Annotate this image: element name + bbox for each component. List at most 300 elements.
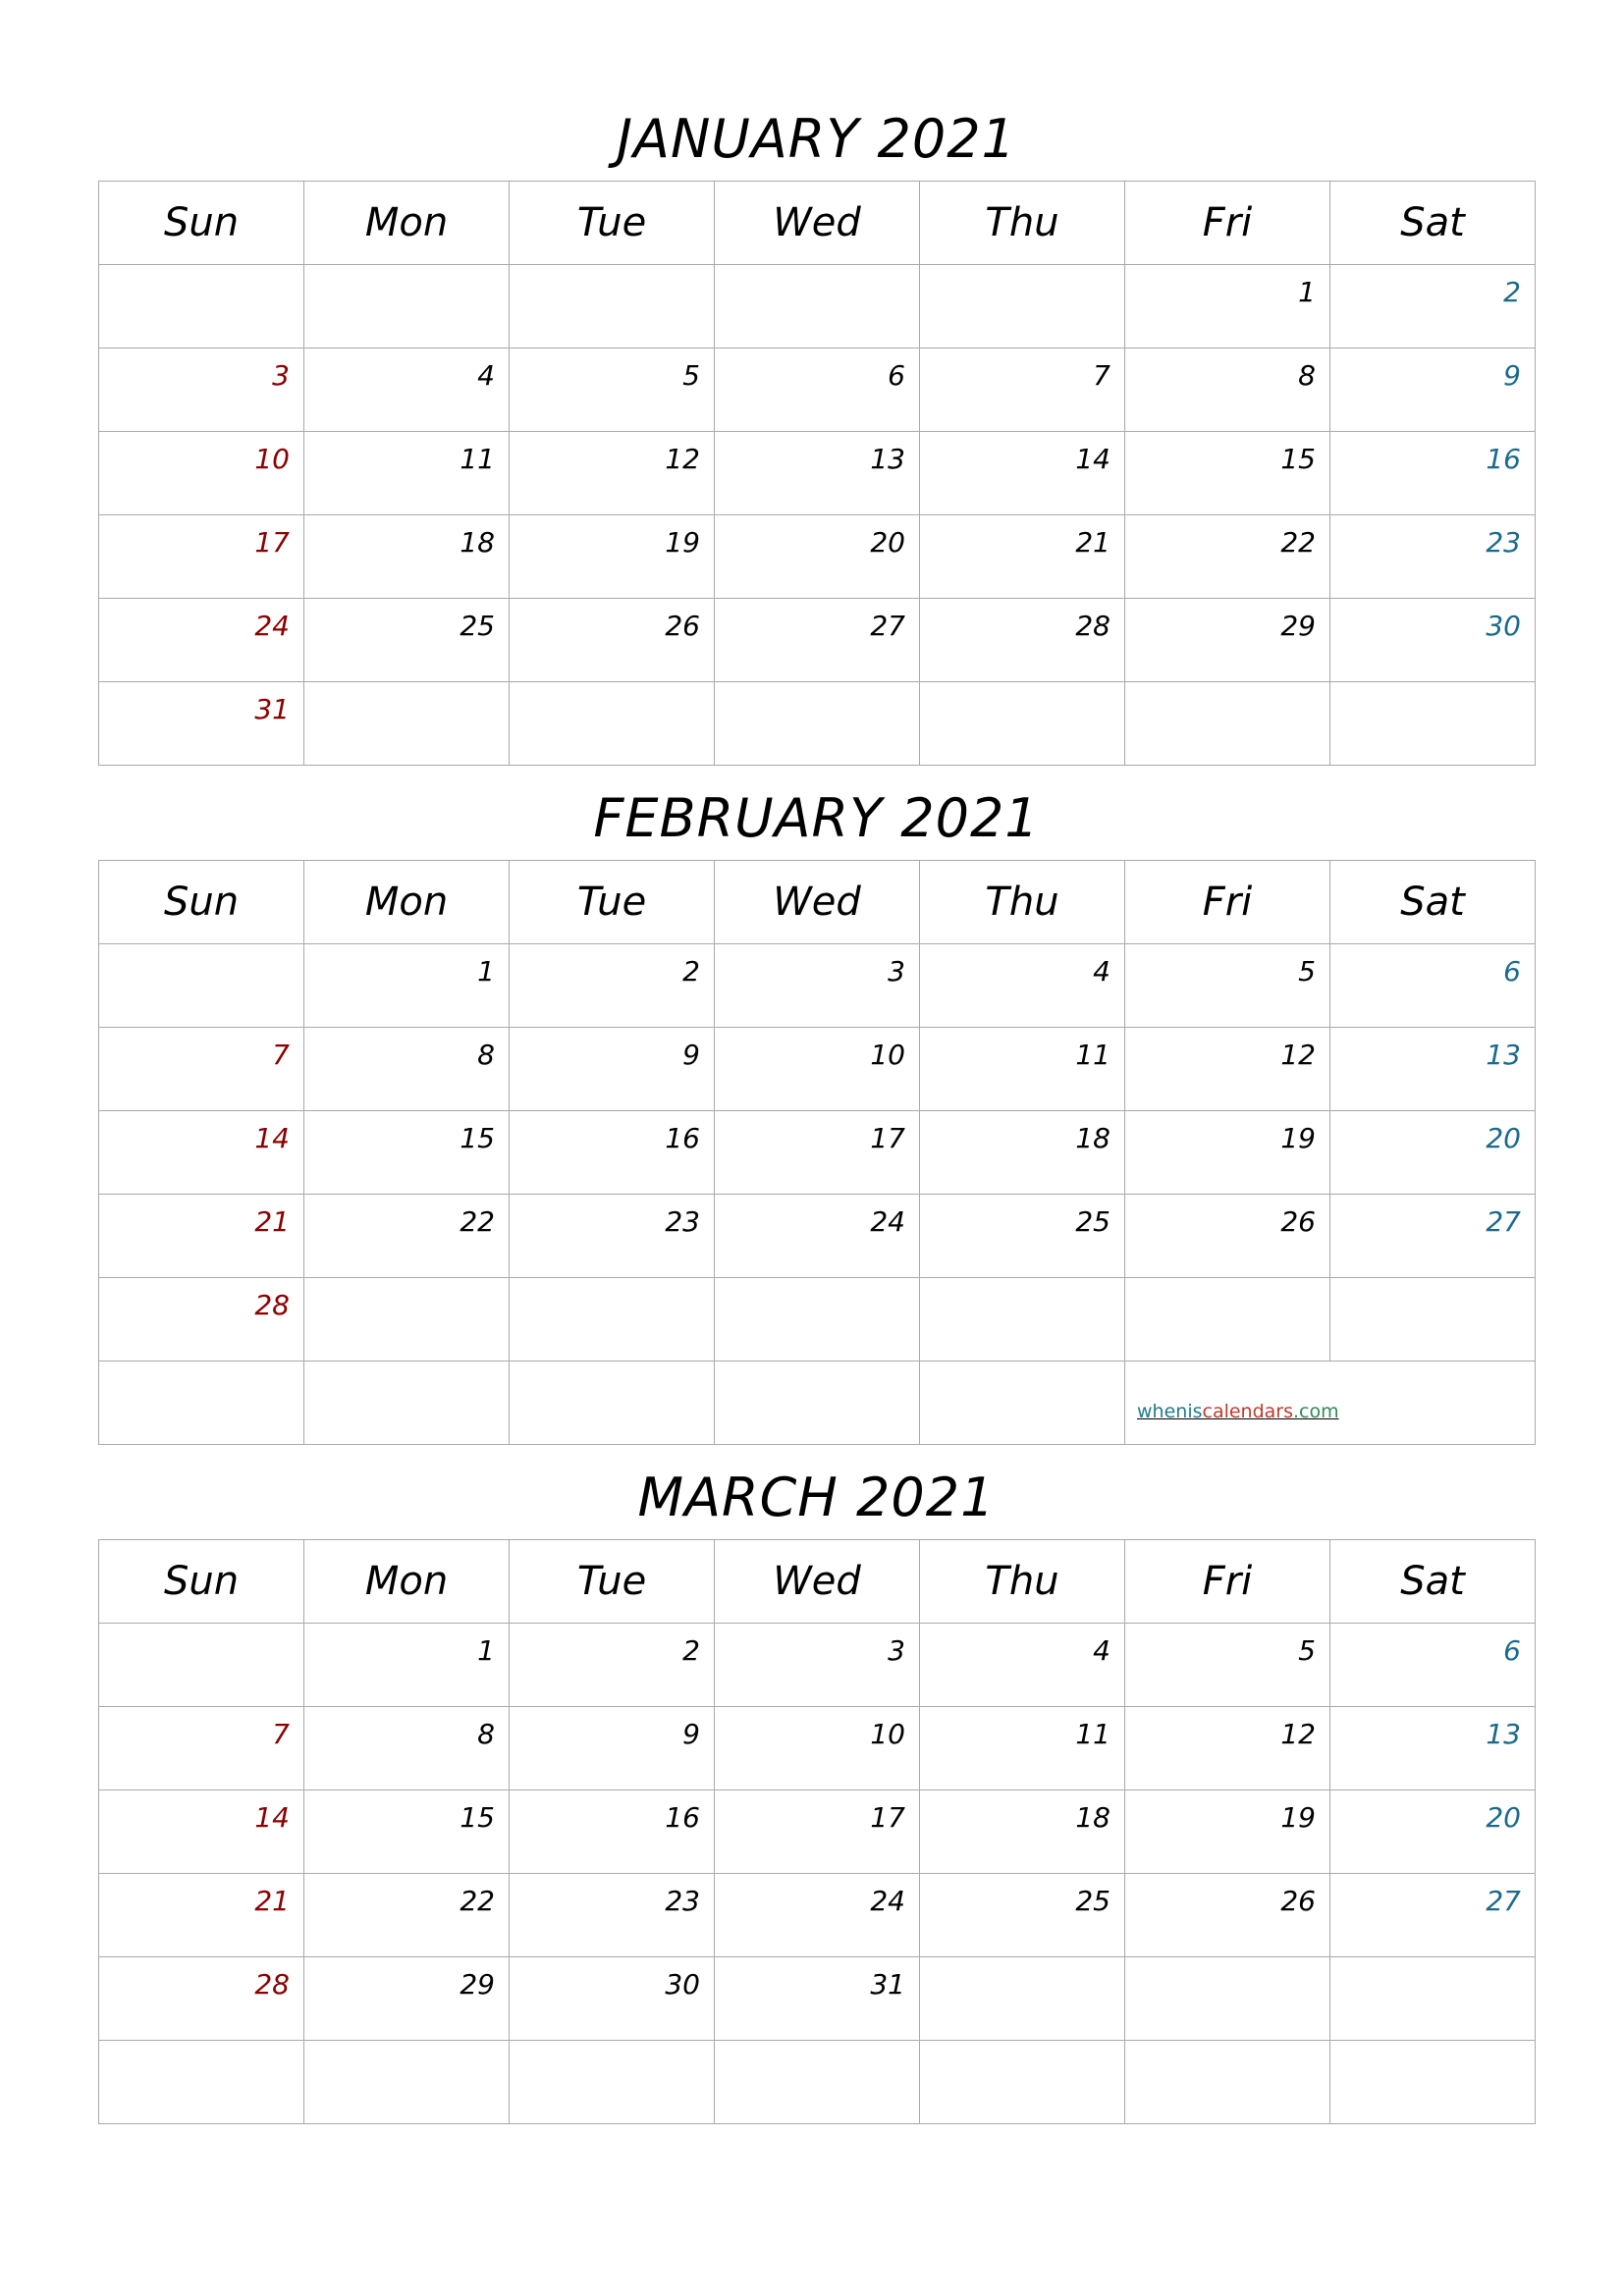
day-cell (304, 348, 510, 432)
day-number: 21 (254, 1885, 290, 1917)
day-cell (920, 1874, 1125, 1957)
day-number: 4 (477, 359, 495, 392)
day-number: 16 (665, 1801, 700, 1834)
day-number: 3 (888, 1634, 905, 1667)
day-number (920, 265, 1124, 279)
day-cell (1125, 2041, 1330, 2124)
day-cell (99, 944, 304, 1028)
day-cell (1125, 432, 1330, 515)
day-number (99, 265, 303, 279)
day-number: 8 (477, 1718, 495, 1750)
weekday-header: Wed (715, 1540, 920, 1624)
day-cell (920, 599, 1125, 682)
day-cell (1125, 1028, 1330, 1111)
day-cell (1330, 1624, 1536, 1707)
day-number: 5 (1298, 955, 1316, 988)
day-number: 14 (1075, 443, 1110, 475)
day-number: 1 (477, 1634, 495, 1667)
day-cell (1330, 1790, 1536, 1874)
day-number: 29 (460, 1968, 495, 2001)
day-number (1330, 1278, 1535, 1292)
day-number: 10 (870, 1039, 905, 1071)
day-number: 8 (1298, 359, 1316, 392)
day-cell (304, 1111, 510, 1195)
week-row (99, 599, 1536, 682)
day-cell (1330, 1707, 1536, 1790)
day-cell (715, 682, 920, 766)
day-cell (920, 682, 1125, 766)
day-cell (920, 1790, 1125, 1874)
day-cell (99, 682, 304, 766)
day-cell (715, 348, 920, 432)
day-number: 16 (1486, 443, 1521, 475)
day-cell (1330, 599, 1536, 682)
day-number: 2 (1503, 276, 1521, 308)
day-number: 12 (1280, 1718, 1316, 1750)
day-number: 1 (1298, 276, 1316, 308)
day-number: 17 (870, 1801, 905, 1834)
day-number: 22 (1280, 526, 1316, 559)
week-row (99, 432, 1536, 515)
day-number: 27 (1486, 1885, 1521, 1917)
day-number: 30 (665, 1968, 700, 2001)
day-cell (304, 1707, 510, 1790)
day-number: 6 (1503, 1634, 1521, 1667)
week-row (99, 1957, 1536, 2041)
day-number: 17 (254, 526, 290, 559)
day-cell (920, 432, 1125, 515)
day-number (304, 1278, 509, 1292)
day-cell (99, 265, 304, 348)
day-number: 6 (1503, 955, 1521, 988)
day-cell (99, 432, 304, 515)
day-number: 5 (682, 359, 700, 392)
day-cell (1330, 432, 1536, 515)
day-cell (510, 348, 715, 432)
week-row (99, 265, 1536, 348)
day-number (920, 682, 1124, 696)
day-number: 4 (1093, 955, 1110, 988)
day-cell (510, 515, 715, 599)
day-number: 16 (665, 1122, 700, 1154)
day-cell (715, 599, 920, 682)
week-row (99, 1790, 1536, 1874)
day-cell (304, 1957, 510, 2041)
week-row (99, 2041, 1536, 2124)
day-cell (304, 1874, 510, 1957)
day-number: 22 (460, 1885, 495, 1917)
weekday-header: Mon (304, 182, 510, 265)
day-cell (304, 1624, 510, 1707)
day-number: 3 (272, 359, 290, 392)
day-cell (1330, 1278, 1536, 1362)
day-number (510, 682, 714, 696)
day-cell (99, 1707, 304, 1790)
day-number: 27 (870, 610, 905, 642)
day-cell (99, 1790, 304, 1874)
day-cell (920, 1707, 1125, 1790)
day-cell (99, 1028, 304, 1111)
day-cell (304, 265, 510, 348)
day-number: 10 (254, 443, 290, 475)
day-cell (510, 1278, 715, 1362)
day-cell (920, 515, 1125, 599)
day-cell (1125, 348, 1330, 432)
day-number: 15 (1280, 443, 1316, 475)
day-number: 11 (1075, 1039, 1110, 1071)
day-number: 28 (254, 1968, 290, 2001)
day-number: 24 (254, 610, 290, 642)
day-cell (304, 682, 510, 766)
watermark-link[interactable] (1137, 1401, 1339, 1422)
day-cell (510, 2041, 715, 2124)
day-cell (715, 265, 920, 348)
week-row (99, 1028, 1536, 1111)
day-cell (510, 1195, 715, 1278)
day-number: 28 (254, 1289, 290, 1321)
day-number: 23 (665, 1205, 700, 1238)
day-cell (715, 1874, 920, 1957)
day-number: 29 (1280, 610, 1316, 642)
day-cell (920, 1278, 1125, 1362)
day-cell (715, 944, 920, 1028)
day-cell (304, 1028, 510, 1111)
day-number (1125, 1278, 1329, 1292)
weekday-header: Thu (920, 861, 1125, 944)
day-cell (304, 599, 510, 682)
week-row (99, 944, 1536, 1028)
day-cell (920, 1624, 1125, 1707)
day-number: 20 (1486, 1122, 1521, 1154)
day-cell (920, 265, 1125, 348)
day-cell (99, 1111, 304, 1195)
day-cell (304, 1278, 510, 1362)
day-number: 19 (1280, 1801, 1316, 1834)
day-number: 20 (870, 526, 905, 559)
day-cell (510, 944, 715, 1028)
day-number: 13 (870, 443, 905, 475)
day-cell (1330, 1874, 1536, 1957)
day-cell (1330, 265, 1536, 348)
day-number: 26 (665, 610, 700, 642)
day-cell (715, 1362, 920, 1445)
day-number (1125, 682, 1329, 696)
day-number (510, 2041, 714, 2055)
weekday-header: Sat (1330, 861, 1536, 944)
month-march (98, 1455, 1535, 2142)
day-number: 31 (870, 1968, 905, 2001)
day-cell (1125, 1874, 1330, 1957)
weekday-header: Fri (1125, 861, 1330, 944)
day-number: 31 (254, 693, 290, 725)
week-row (99, 1278, 1536, 1362)
day-cell (1125, 1790, 1330, 1874)
weekday-header: Wed (715, 861, 920, 944)
day-cell (510, 1362, 715, 1445)
watermark-part: whenis (1137, 1401, 1203, 1422)
day-number: 22 (460, 1205, 495, 1238)
day-cell (1330, 348, 1536, 432)
day-cell (510, 1624, 715, 1707)
weekday-header: Mon (304, 861, 510, 944)
day-cell (510, 1028, 715, 1111)
weekday-header: Sun (99, 861, 304, 944)
day-number: 14 (254, 1801, 290, 1834)
day-number: 11 (460, 443, 495, 475)
day-number: 21 (1075, 526, 1110, 559)
week-row (99, 515, 1536, 599)
day-cell (1330, 2041, 1536, 2124)
day-cell (1125, 944, 1330, 1028)
day-number: 4 (1093, 1634, 1110, 1667)
day-cell (920, 1111, 1125, 1195)
day-cell (920, 1195, 1125, 1278)
day-number: 25 (1075, 1885, 1110, 1917)
month-february (98, 775, 1535, 1463)
day-number: 25 (460, 610, 495, 642)
day-cell (99, 1957, 304, 2041)
weekday-header: Wed (715, 182, 920, 265)
day-cell (1125, 1624, 1330, 1707)
day-number (99, 2041, 303, 2055)
week-row (99, 1707, 1536, 1790)
day-cell (510, 1111, 715, 1195)
day-number (304, 1362, 509, 1375)
day-cell (1330, 515, 1536, 599)
weekday-header-row (99, 182, 1536, 265)
day-number: 18 (1075, 1122, 1110, 1154)
day-cell (304, 944, 510, 1028)
weekday-header: Thu (920, 1540, 1125, 1624)
day-cell (510, 1790, 715, 1874)
watermark-part: .com (1293, 1401, 1339, 1422)
day-cell (304, 432, 510, 515)
day-number (99, 944, 303, 958)
day-cell (510, 265, 715, 348)
month-title: MARCH 2021 (637, 1467, 996, 1528)
day-number: 7 (272, 1039, 290, 1071)
day-number (715, 2041, 919, 2055)
day-cell (1125, 515, 1330, 599)
weekday-header-row (99, 861, 1536, 944)
day-number: 15 (460, 1801, 495, 1834)
weekday-header-row (99, 1540, 1536, 1624)
day-cell (715, 1195, 920, 1278)
day-cell (715, 1111, 920, 1195)
month-grid (98, 860, 1536, 1445)
day-number: 7 (1093, 359, 1110, 392)
day-cell (715, 1028, 920, 1111)
day-number (304, 2041, 509, 2055)
week-row (99, 348, 1536, 432)
day-cell (1125, 1957, 1330, 2041)
day-cell (1330, 1111, 1536, 1195)
day-number (920, 1278, 1124, 1292)
day-number (1125, 1957, 1329, 1971)
weekday-header: Fri (1125, 1540, 1330, 1624)
month-title: JANUARY 2021 (617, 108, 1016, 170)
day-number: 18 (1075, 1801, 1110, 1834)
day-cell (1330, 682, 1536, 766)
day-number: 10 (870, 1718, 905, 1750)
month-january (98, 96, 1535, 783)
weekday-header: Sun (99, 1540, 304, 1624)
day-cell (99, 348, 304, 432)
day-cell (715, 1624, 920, 1707)
day-cell (715, 1957, 920, 2041)
day-cell (1125, 1707, 1330, 1790)
day-number: 3 (888, 955, 905, 988)
day-number: 13 (1486, 1039, 1521, 1071)
day-number (99, 1624, 303, 1637)
day-number: 21 (254, 1205, 290, 1238)
day-cell (1125, 1195, 1330, 1278)
day-cell (304, 1362, 510, 1445)
day-cell (510, 1957, 715, 2041)
day-number (304, 265, 509, 279)
day-number: 19 (1280, 1122, 1316, 1154)
day-number (715, 682, 919, 696)
day-number: 9 (682, 1039, 700, 1071)
day-number (99, 1362, 303, 1375)
day-cell (715, 1790, 920, 1874)
weekday-header: Sun (99, 182, 304, 265)
day-number (920, 2041, 1124, 2055)
day-number: 27 (1486, 1205, 1521, 1238)
day-cell (715, 1278, 920, 1362)
day-cell (99, 1195, 304, 1278)
weekday-header: Mon (304, 1540, 510, 1624)
day-number: 25 (1075, 1205, 1110, 1238)
day-number: 13 (1486, 1718, 1521, 1750)
day-cell (99, 1624, 304, 1707)
day-number: 15 (460, 1122, 495, 1154)
day-cell (715, 2041, 920, 2124)
day-number: 11 (1075, 1718, 1110, 1750)
day-number (715, 1362, 919, 1375)
weekday-header: Thu (920, 182, 1125, 265)
day-number: 7 (272, 1718, 290, 1750)
weekday-header: Sat (1330, 1540, 1536, 1624)
day-cell (99, 1874, 304, 1957)
day-number: 12 (1280, 1039, 1316, 1071)
day-number: 20 (1486, 1801, 1521, 1834)
day-number (920, 1957, 1124, 1971)
day-number: 18 (460, 526, 495, 559)
day-cell (920, 2041, 1125, 2124)
day-cell (1330, 944, 1536, 1028)
week-row (99, 682, 1536, 766)
day-number: 24 (870, 1885, 905, 1917)
day-number: 23 (665, 1885, 700, 1917)
day-number: 2 (682, 955, 700, 988)
day-cell (1125, 599, 1330, 682)
week-row (99, 1362, 1536, 1445)
day-cell (1330, 1028, 1536, 1111)
day-cell (1125, 682, 1330, 766)
day-cell (304, 1790, 510, 1874)
weekday-header: Fri (1125, 182, 1330, 265)
day-number: 26 (1280, 1205, 1316, 1238)
day-cell (99, 1278, 304, 1362)
day-cell (920, 348, 1125, 432)
watermark-part: calendars (1202, 1401, 1294, 1422)
week-row (99, 1195, 1536, 1278)
day-cell (510, 432, 715, 515)
day-cell (99, 515, 304, 599)
month-grid (98, 181, 1536, 766)
day-number: 5 (1298, 1634, 1316, 1667)
day-cell (1125, 265, 1330, 348)
day-number: 2 (682, 1634, 700, 1667)
day-number: 1 (477, 955, 495, 988)
day-number (510, 1278, 714, 1292)
day-cell (920, 1362, 1125, 1445)
day-number (1330, 2041, 1535, 2055)
day-cell (99, 2041, 304, 2124)
day-cell (1125, 1362, 1536, 1445)
day-cell (1125, 1111, 1330, 1195)
day-cell (304, 515, 510, 599)
week-row (99, 1874, 1536, 1957)
day-number (715, 265, 919, 279)
day-cell (920, 1957, 1125, 2041)
day-number (1330, 682, 1535, 696)
day-cell (1330, 1957, 1536, 2041)
day-cell (304, 2041, 510, 2124)
week-row (99, 1111, 1536, 1195)
weekday-header: Tue (510, 861, 715, 944)
day-number (920, 1362, 1124, 1375)
day-cell (99, 1362, 304, 1445)
day-number (304, 682, 509, 696)
day-cell (510, 1707, 715, 1790)
weekday-header: Tue (510, 1540, 715, 1624)
weekday-header: Tue (510, 182, 715, 265)
day-number: 19 (665, 526, 700, 559)
day-number (510, 265, 714, 279)
day-number: 12 (665, 443, 700, 475)
day-cell (510, 682, 715, 766)
day-number: 24 (870, 1205, 905, 1238)
day-number: 9 (1503, 359, 1521, 392)
weekday-header: Sat (1330, 182, 1536, 265)
day-number: 17 (870, 1122, 905, 1154)
day-number: 30 (1486, 610, 1521, 642)
day-cell (510, 599, 715, 682)
day-cell (99, 599, 304, 682)
day-number: 23 (1486, 526, 1521, 559)
day-cell (510, 1874, 715, 1957)
day-cell (920, 1028, 1125, 1111)
day-number: 28 (1075, 610, 1110, 642)
day-number: 9 (682, 1718, 700, 1750)
day-number: 14 (254, 1122, 290, 1154)
day-cell (920, 944, 1125, 1028)
day-cell (304, 1195, 510, 1278)
day-number (1125, 2041, 1329, 2055)
day-cell (1125, 1278, 1330, 1362)
day-number: 8 (477, 1039, 495, 1071)
day-number (1330, 1957, 1535, 1971)
day-number: 26 (1280, 1885, 1316, 1917)
week-row (99, 1624, 1536, 1707)
day-cell (715, 1707, 920, 1790)
day-cell (715, 515, 920, 599)
day-number (715, 1278, 919, 1292)
month-grid (98, 1539, 1536, 2124)
day-number: 6 (888, 359, 905, 392)
